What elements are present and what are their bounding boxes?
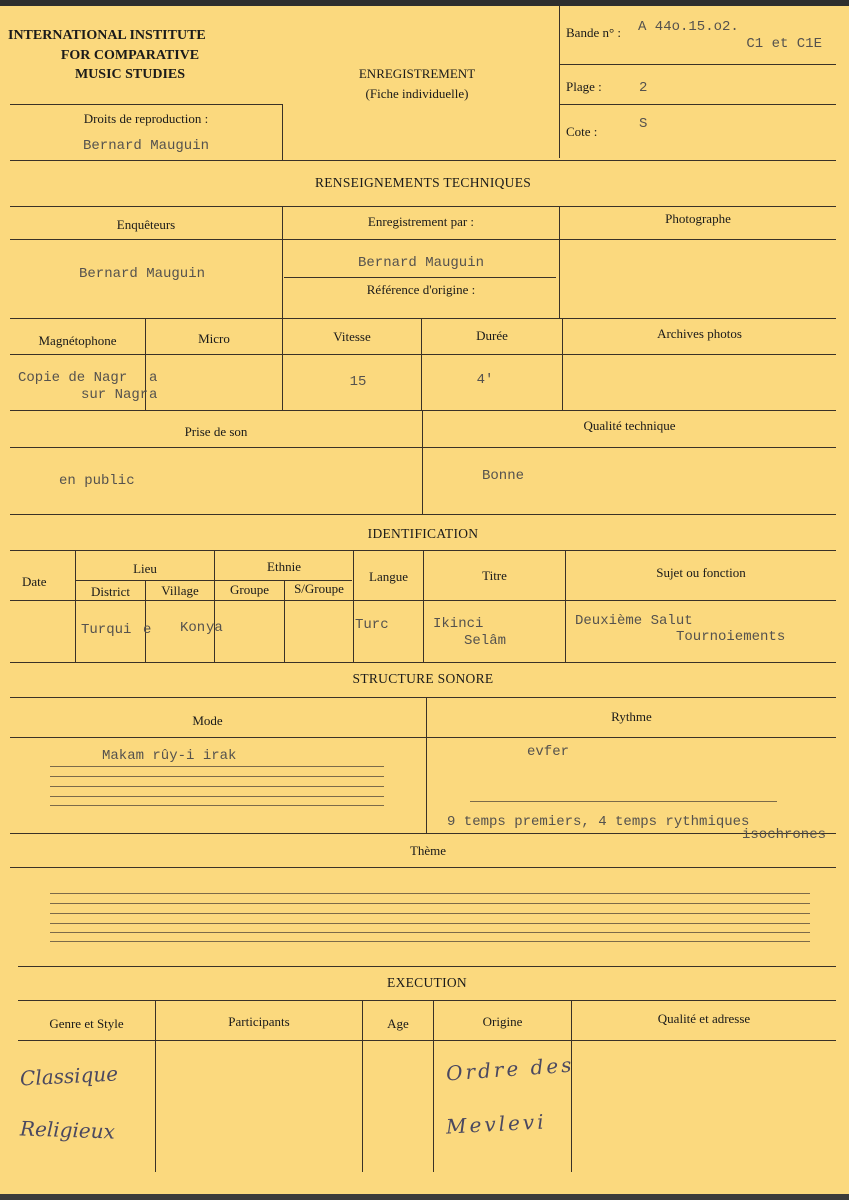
vitesse-label: Vitesse	[333, 329, 371, 344]
rule	[10, 514, 836, 515]
enqueteurs-label: Enquêteurs	[116, 217, 176, 232]
prise-value: en public	[59, 473, 135, 489]
langue-value: Turc	[355, 617, 389, 633]
section-identification: IDENTIFICATION	[367, 526, 479, 541]
rule	[10, 160, 836, 161]
participants-label: Participants	[228, 1014, 290, 1029]
district-label: District	[91, 584, 130, 599]
mode-value: Makam rûy-i irak	[102, 748, 237, 764]
section-structure: STRUCTURE SONORE	[352, 671, 494, 686]
rule	[470, 801, 777, 802]
cote-value: S	[639, 116, 648, 132]
duree-value: 4'	[476, 372, 494, 388]
rule	[18, 966, 836, 967]
droits-value: Bernard Mauguin	[82, 138, 210, 154]
rule	[50, 786, 384, 787]
rule	[18, 1000, 836, 1001]
rule	[559, 64, 836, 65]
rythme-value: evfer	[527, 744, 570, 760]
village-value-a: Kon	[180, 620, 206, 636]
rule	[10, 410, 836, 411]
form-title: ENREGISTREMENT	[358, 66, 476, 81]
enregistrement-value: Bernard Mauguin	[357, 255, 485, 271]
district-value-b: e	[143, 622, 152, 638]
institute-name-line3: MUSIC STUDIES	[74, 67, 186, 82]
ethnie-label: Ethnie	[267, 559, 301, 574]
rule	[423, 550, 424, 662]
rule	[50, 805, 384, 806]
vitesse-value: 15	[349, 374, 367, 390]
qualite-technique-value: Bonne	[482, 468, 525, 484]
rythme-detail-1: 9 temps premiers, 4 temps rythmiques	[447, 814, 750, 830]
micro-label: Micro	[198, 331, 230, 346]
bande-value-line2: C1 et C1E	[746, 36, 822, 52]
form-subtitle: (Fiche individuelle)	[365, 86, 469, 101]
mode-label: Mode	[192, 713, 223, 728]
magnetophone-value-1a: Copie de Nagr	[18, 370, 128, 386]
prise-label: Prise de son	[184, 424, 248, 439]
village-label: Village	[161, 583, 199, 598]
header-divider-right	[559, 6, 560, 158]
bande-value-line1: A 44o.15.o2.	[638, 19, 739, 35]
lieu-label: Lieu	[133, 561, 157, 576]
date-label: Date	[22, 574, 47, 589]
rule	[10, 206, 836, 207]
village-value-b: ya	[206, 620, 223, 636]
magnetophone-label: Magnétophone	[38, 333, 117, 348]
duree-label: Durée	[476, 328, 508, 343]
origine-value-2: Mevlevi	[445, 1109, 548, 1139]
rule	[50, 941, 810, 942]
rule	[10, 239, 836, 240]
magnetophone-value-2a: sur Nagr	[81, 387, 149, 403]
rule	[50, 796, 384, 797]
titre-label: Titre	[482, 568, 507, 583]
titre-value-1: Ikinci	[433, 616, 484, 632]
sujet-value-1: Deuxième Salut	[575, 613, 693, 629]
rule	[10, 318, 836, 319]
rule	[284, 277, 556, 278]
rule	[10, 697, 836, 698]
plage-value: 2	[639, 80, 648, 96]
rule	[50, 903, 810, 904]
rule	[559, 104, 836, 105]
genre-value-1: Classique	[19, 1061, 119, 1091]
sgroupe-label: S/Groupe	[294, 581, 344, 596]
rule	[10, 447, 836, 448]
magnetophone-value-2b: a	[149, 387, 158, 403]
reference-label: Référence d'origine :	[366, 282, 476, 297]
qualite-adresse-label: Qualité et adresse	[657, 1011, 751, 1026]
langue-label: Langue	[369, 569, 408, 584]
magnetophone-value-1b: a	[149, 370, 158, 386]
genre-value-2: Religieux	[19, 1116, 116, 1144]
enqueteurs-value: Bernard Mauguin	[78, 266, 206, 282]
rule	[10, 867, 836, 868]
sujet-value-2: Tournoiements	[676, 629, 786, 645]
rule	[18, 1040, 836, 1041]
plage-label: Plage :	[566, 79, 602, 94]
rule	[50, 893, 810, 894]
institute-name-line2: FOR COMPARATIVE	[60, 48, 200, 63]
sujet-label: Sujet ou fonction	[656, 565, 746, 580]
rule	[50, 766, 384, 767]
header-divider-left	[282, 104, 283, 160]
district-value-a: Turqui	[81, 622, 132, 638]
rule	[10, 662, 836, 663]
rule	[353, 550, 354, 662]
rule	[10, 104, 283, 105]
theme-label: Thème	[409, 843, 447, 858]
rule	[50, 776, 384, 777]
groupe-label: Groupe	[230, 582, 269, 597]
genre-label: Genre et Style	[49, 1016, 124, 1031]
rule	[50, 932, 810, 933]
enregistrement-label: Enregistrement par :	[367, 214, 475, 229]
bande-label: Bande n° :	[566, 25, 622, 40]
rythme-detail-2: isochrones	[742, 827, 827, 843]
rule	[10, 354, 836, 355]
origine-value-1: Ordre des	[445, 1052, 576, 1086]
rule	[10, 737, 836, 738]
institute-name-line1: INTERNATIONAL INSTITUTE	[8, 28, 206, 43]
photographe-label: Photographe	[665, 211, 731, 226]
droits-label: Droits de reproduction :	[83, 111, 209, 126]
rythme-label: Rythme	[611, 709, 652, 724]
archives-label: Archives photos	[657, 326, 742, 341]
rule	[50, 923, 810, 924]
section-renseignements: RENSEIGNEMENTS TECHNIQUES	[314, 175, 532, 190]
origine-label: Origine	[482, 1014, 523, 1029]
section-execution: EXECUTION	[387, 975, 467, 990]
cote-label: Cote :	[566, 124, 598, 139]
rule	[10, 833, 836, 834]
qualite-technique-label: Qualité technique	[583, 418, 676, 433]
titre-value-2: Selâm	[464, 633, 507, 649]
rule	[50, 913, 810, 914]
age-label: Age	[387, 1016, 409, 1031]
